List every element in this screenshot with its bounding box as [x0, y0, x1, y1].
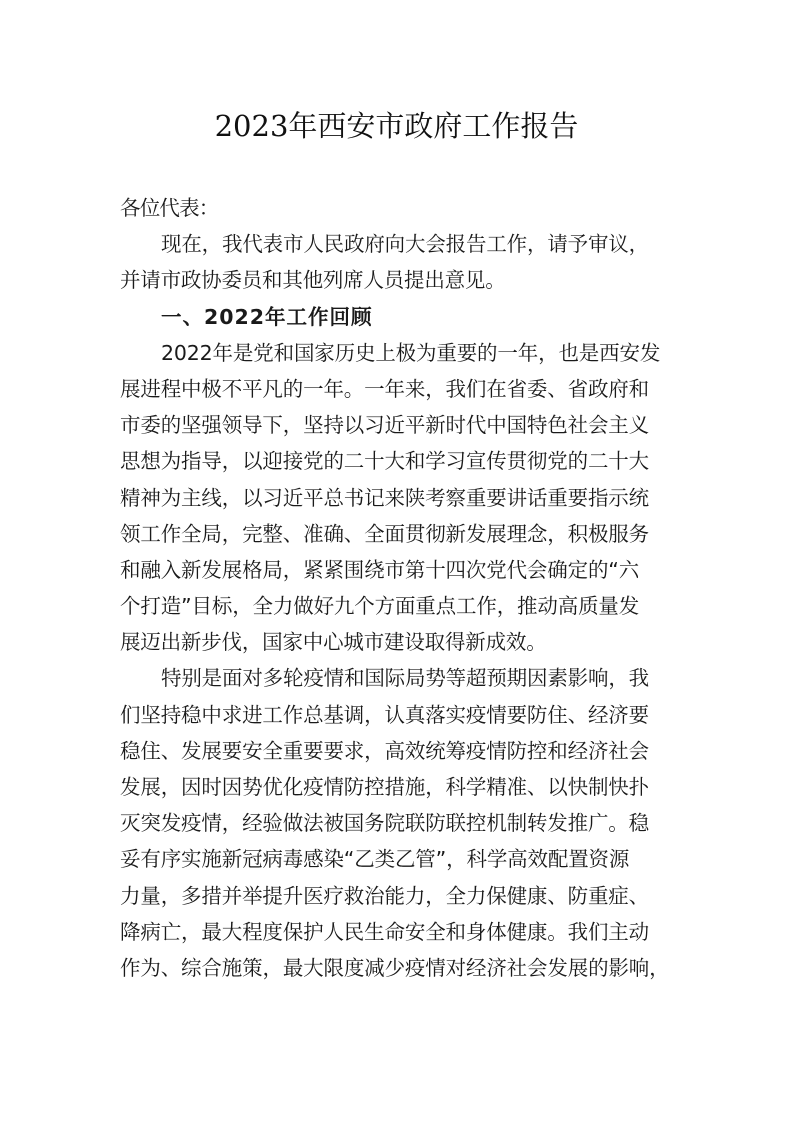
paragraph-line: 并请市政协委员和其他列席人员提出意见。: [120, 268, 506, 293]
paragraph-line: 现在，我代表市人民政府向大会报告工作，请予审议，: [161, 232, 649, 257]
paragraph-line: 2022年是党和国家历史上极为重要的一年，也是西安发: [161, 340, 661, 365]
paragraph-line: 市委的坚强领导下，坚持以习近平新时代中国特色社会主义: [120, 413, 649, 438]
paragraph-line: 思想为指导，以迎接党的二十大和学习宣传贯彻党的二十大: [120, 449, 649, 474]
document-body: [120, 190, 680, 986]
paragraph-line: 精神为主线，以习近平总书记来陕考察重要讲话重要指示统: [120, 485, 649, 510]
paragraph-line: 特别是面对多轮疫情和国际局势等超预期因素影响，我: [161, 666, 649, 691]
section-heading: 一、2022年工作回顾: [161, 304, 373, 329]
paragraph-line: 妥有序实施新冠病毒感染“乙类乙管”，科学高效配置资源: [120, 847, 630, 872]
paragraph-line: 展迈出新步伐，国家中心城市建设取得新成效。: [120, 630, 547, 655]
document-title: 2023年西安市政府工作报告: [214, 109, 579, 143]
paragraph-line: 灭突发疫情，经验做法被国务院联防联控机制转发推广。稳: [120, 811, 649, 836]
paragraph-line: 领工作全局，完整、准确、全面贯彻新发展理念，积极服务: [120, 521, 649, 546]
paragraph-line: 力量，多措并举提升医疗救治能力，全力保健康、防重症、: [120, 883, 649, 908]
paragraph-line: 们坚持稳中求进工作总基调，认真落实疫情要防住、经济要: [120, 702, 649, 727]
paragraph-line: 降病亡，最大程度保护人民生命安全和身体健康。我们主动: [120, 919, 649, 944]
paragraph-line: 作为、综合施策，最大限度减少疫情对经济社会发展的影响，: [120, 955, 670, 980]
paragraph-line: 发展，因时因势优化疫情防控措施，科学精准、以快制快扑: [120, 775, 649, 799]
paragraph-line: 展进程中极不平凡的一年。一年来，我们在省委、省政府和: [120, 376, 649, 401]
salutation: 各位代表：: [120, 196, 219, 220]
paragraph-line: 稳住、发展要安全重要要求，高效统筹疫情防控和经济社会: [120, 738, 649, 763]
paragraph-line: 和融入新发展格局，紧紧围绕市第十四次党代会确定的“六: [120, 557, 640, 582]
paragraph-line: 个打造”目标，全力做好九个方面重点工作，推动高质量发: [120, 594, 640, 619]
